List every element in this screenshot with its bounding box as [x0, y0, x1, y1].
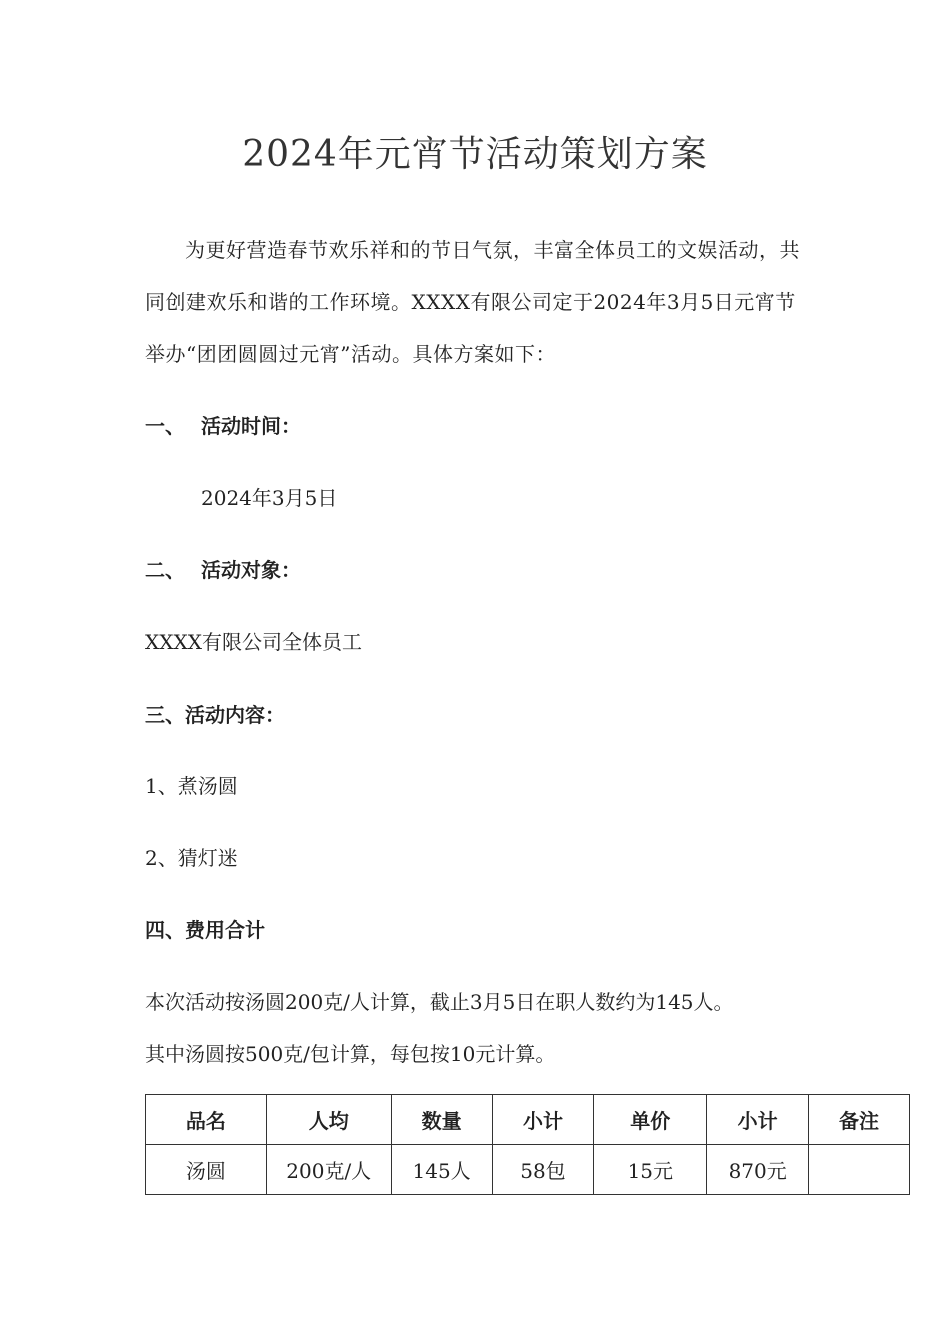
table-header-cell: 小计	[492, 1095, 594, 1145]
cost-line-1: 本次活动按汤圆200克/人计算，截止3月5日在职人数约为145人。	[145, 990, 734, 1014]
section-target-value: XXXX有限公司全体员工	[145, 630, 362, 654]
section-content-heading: 三、活动内容：	[145, 703, 285, 727]
table-header-row	[146, 1095, 910, 1145]
table-header-cell: 备注	[809, 1095, 910, 1145]
table-header-cell: 单价	[594, 1095, 707, 1145]
content-item-1: 1、煮汤圆	[145, 774, 238, 798]
content-item-2: 2、猜灯迷	[145, 846, 238, 870]
table-row	[146, 1145, 910, 1195]
table-header-cell: 数量	[391, 1095, 492, 1145]
table-cell: 汤圆	[146, 1145, 267, 1195]
table-cell: 145人	[391, 1145, 492, 1195]
table-cell: 15元	[594, 1145, 707, 1195]
intro-paragraph: 为更好营造春节欢乐祥和的节日气氛，丰富全体员工的文娱活动，共同创建欢乐和谐的工作环境。XXXX有限公司定于2024年3月5日元宵节举办“团团圆圆过元宵”活动。具体方案如下：	[145, 238, 800, 366]
table-header-cell: 小计	[707, 1095, 809, 1145]
section-target-number: 二、	[145, 558, 185, 582]
cost-line-2: 其中汤圆按500克/包计算，每包按10元计算。	[145, 1042, 556, 1066]
section-cost-heading: 四、费用合计	[145, 918, 265, 942]
table-cell: 58包	[492, 1145, 594, 1195]
section-time-value: 2024年3月5日	[201, 486, 338, 510]
section-time-number: 一、	[145, 414, 185, 438]
table-header-cell: 人均	[266, 1095, 391, 1145]
table-cell: 200克/人	[266, 1145, 391, 1195]
section-target-heading	[145, 554, 301, 583]
section-time-heading	[145, 410, 301, 439]
section-time-label: 活动时间：	[201, 414, 301, 438]
table-cell	[809, 1145, 910, 1195]
document-title: 2024年元宵节活动策划方案	[242, 134, 708, 175]
cost-table	[145, 1094, 910, 1195]
section-target-label: 活动对象：	[201, 558, 301, 582]
table-header-cell: 品名	[146, 1095, 267, 1145]
table-cell: 870元	[707, 1145, 809, 1195]
